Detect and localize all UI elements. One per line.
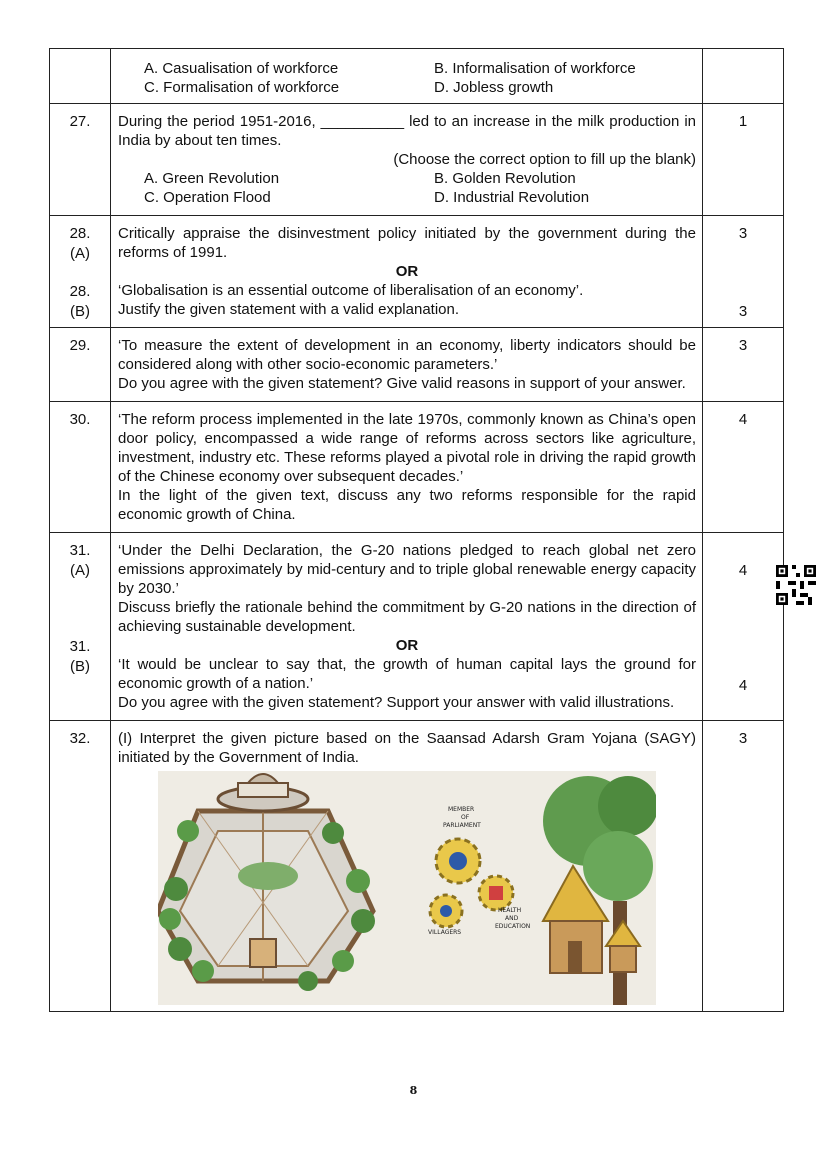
table-row — [50, 49, 784, 104]
spacer — [703, 581, 783, 676]
label-health: HEALTH — [498, 907, 522, 914]
label-villagers: VILLAGERS — [428, 929, 462, 936]
question-text: Discuss briefly the rationale behind the commitment by G-20 nations in the direction of achieving sustainable development. — [118, 599, 696, 635]
table-row — [50, 533, 784, 721]
question-table — [49, 48, 784, 1012]
label-member: MEMBER — [448, 806, 475, 813]
question-body — [111, 216, 703, 328]
question-sub-label: (A) — [70, 245, 90, 262]
option-a: A. Green Revolution — [144, 170, 280, 187]
question-number: 27. — [50, 104, 111, 216]
option-c: C. Operation Flood — [144, 189, 271, 206]
table-row — [50, 721, 784, 1012]
question-number: 29. — [50, 328, 111, 402]
table-row — [50, 216, 784, 328]
question-number: 28. — [69, 225, 91, 242]
marks-cell — [703, 216, 784, 328]
table-row — [50, 104, 784, 216]
marks: 4 — [738, 562, 748, 579]
label-parliament: PARLIAMENT — [443, 822, 481, 829]
or-separator: OR — [395, 263, 419, 280]
table-row — [50, 402, 784, 533]
option-d: D. Industrial Revolution — [434, 189, 590, 206]
spacer — [703, 541, 783, 561]
question-body — [111, 49, 703, 104]
question-sub-label: (B) — [70, 658, 90, 675]
question-body — [111, 533, 703, 721]
marks: 4 — [703, 402, 784, 533]
qr-code — [776, 565, 816, 605]
question-text: ‘The reform process implemented in the late 1970s, commonly known as China’s open door policy, encompassed a wide range of reforms across sectors like agriculture, investment, industry etc. These reforms played a pivotal role in driving the rapid growth of the Chinese economy over subsequent decades.’ — [118, 411, 696, 485]
question-number: 30. — [50, 402, 111, 533]
question-text: ‘Under the Delhi Declaration, the G-20 nations pledged to reach global net zero emissions approximately by mid-century and to triple global renewable energy capacity by 2030.’ — [118, 542, 696, 597]
marks: 4 — [738, 677, 748, 694]
label-and: AND — [505, 915, 519, 922]
question-text: (I) Interpret the given picture based on the Saansad Adarsh Gram Yojana (SAGY) initiated by the Government of India. — [118, 730, 696, 766]
option-c: C. Formalisation of workforce — [144, 79, 340, 96]
options-grid — [118, 59, 696, 97]
question-number: 31. — [69, 542, 91, 559]
options-grid — [118, 169, 696, 207]
question-number: 32. — [50, 721, 111, 1012]
or-separator: OR — [395, 637, 419, 654]
instruction-text: (Choose the correct option to fill up the blank) — [393, 151, 696, 168]
label-of: OF — [461, 814, 470, 821]
question-body — [111, 721, 703, 1012]
question-body — [111, 328, 703, 402]
question-text: In the light of the given text, discuss any two reforms responsible for the rapid economic growth of China. — [118, 487, 696, 523]
question-sub-label: (B) — [70, 303, 90, 320]
gear-icon — [436, 839, 480, 883]
question-body — [111, 104, 703, 216]
marks: 3 — [738, 303, 748, 320]
marks: 3 — [703, 721, 784, 1012]
marks: 3 — [738, 225, 748, 242]
table-row — [50, 328, 784, 402]
question-text: Do you agree with the given statement? Give valid reasons in support of your answer. — [118, 375, 686, 392]
marks-cell — [703, 533, 784, 721]
question-text: Justify the given statement with a valid explanation. — [118, 301, 460, 318]
question-number-cell — [50, 216, 111, 328]
question-text: During the period 1951-2016, __________ led to an increase in the milk production in India by about ten times. — [118, 113, 696, 149]
option-a: A. Casualisation of workforce — [144, 60, 339, 77]
question-number: 31. — [69, 638, 91, 655]
question-number: 28. — [69, 283, 91, 300]
question-text: Do you agree with the given statement? Support your answer with valid illustrations. — [118, 694, 675, 711]
spacer — [703, 244, 783, 302]
option-d: D. Jobless growth — [434, 79, 554, 96]
question-text: ‘Globalisation is an essential outcome of liberalisation of an economy’. — [118, 282, 584, 299]
marks: 1 — [703, 104, 784, 216]
option-b: B. Informalisation of workforce — [434, 60, 636, 77]
gear-icon — [430, 895, 462, 927]
spacer — [50, 581, 110, 637]
option-b: B. Golden Revolution — [434, 170, 576, 187]
question-number-cell — [50, 49, 111, 104]
question-sub-label: (A) — [70, 562, 90, 579]
question-text: ‘It would be unclear to say that, the growth of human capital lays the ground for economic growth of a nation.’ — [118, 656, 696, 692]
question-number-cell — [50, 533, 111, 721]
spacer — [50, 264, 110, 282]
sagy-illustration — [158, 771, 656, 1005]
marks: 3 — [703, 328, 784, 402]
gear-icon — [479, 876, 513, 910]
marks-cell — [703, 49, 784, 104]
page-number: 8 — [409, 1084, 418, 1097]
question-text: Critically appraise the disinvestment policy initiated by the government during the reforms of 1991. — [118, 225, 696, 261]
label-education: EDUCATION — [495, 923, 531, 930]
question-body — [111, 402, 703, 533]
question-text: ‘To measure the extent of development in an economy, liberty indicators should be considered along with other socio-economic parameters.’ — [118, 337, 696, 373]
